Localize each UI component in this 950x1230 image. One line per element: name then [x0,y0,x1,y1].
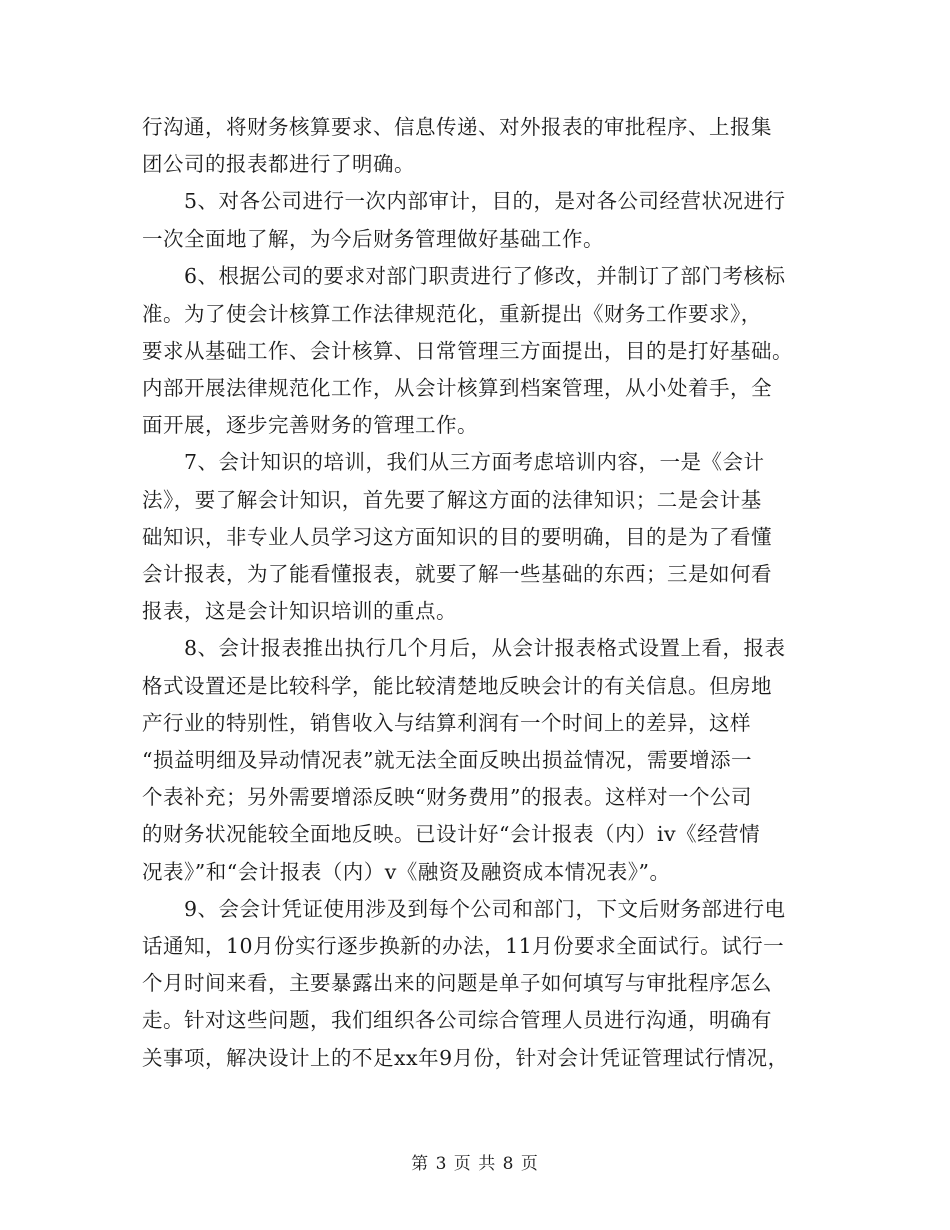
text-line: 内部开展法律规范化工作，从会计核算到档案管理，从小处着手，全 [142,376,772,400]
text-line: 的财务状况能较全面地反映。已设计好“会计报表（内）iv《经营情 [142,822,761,846]
text-line: 础知识，非专业人员学习这方面知识的目的要明确，目的是为了看懂 [142,525,772,549]
text-line: 9、会会计凭证使用涉及到每个公司和部门，下文后财务部进行电 [142,897,786,921]
text-line: 法》，要了解会计知识，首先要了解这方面的法律知识；二是会计基 [142,488,762,512]
text-line: 产行业的特别性，销售收入与结算利润有一个时间上的差异，这样 [142,711,751,735]
text-line: 8、会计报表推出执行几个月后，从会计报表格式设置上看，报表 [142,636,786,660]
text-line: 7、会计知识的培训，我们从三方面考虑培训内容，一是《会计 [142,450,765,474]
text-line: 报表，这是会计知识培训的重点。 [142,599,457,623]
text-line: 会计报表，为了能看懂报表，就要了解一些基础的东西；三是如何看 [142,562,772,586]
text-line: 6、根据公司的要求对部门职责进行了修改，并制订了部门考核标 [142,264,786,288]
text-line: “损益明细及异动情况表”就无法全面反映出损益情况，需要增添一 [142,748,752,772]
text-line: 况表》”和“会计报表（内）v《融资及融资成本情况表》”。 [142,860,671,884]
text-line: 行沟通，将财务核算要求、信息传递、对外报表的审批程序、上报集 [142,115,772,139]
text-line: 要求从基础工作、会计核算、日常管理三方面提出，目的是打好基础。 [142,339,793,363]
text-line: 个表补充；另外需要增添反映“财务费用”的报表。这样对一个公司 [142,785,752,809]
page-number-footer: 第 3 页 共 8 页 [411,1154,539,1174]
text-line: 话通知，10月份实行逐步换新的办法，11月份要求全面试行。试行一 [142,934,785,958]
text-line: 团公司的报表都进行了明确。 [142,152,415,176]
text-line: 个月时间来看，主要暴露出来的问题是单子如何填写与审批程序怎么 [142,971,772,995]
text-line: 一次全面地了解，为今后财务管理做好基础工作。 [142,227,604,251]
text-line: 面开展，逐步完善财务的管理工作。 [142,413,478,437]
text-line: 走。针对这些问题，我们组织各公司综合管理人员进行沟通，明确有 [142,1008,772,1032]
text-line: 准。为了使会计核算工作法律规范化，重新提出《财务工作要求》， [142,302,762,326]
text-line: 5、对各公司进行一次内部审计，目的，是对各公司经营状况进行 [142,189,786,213]
text-line: 关事项，解决设计上的不足xx年9月份，针对会计凭证管理试行情况， [142,1046,789,1070]
text-line: 格式设置还是比较科学，能比较清楚地反映会计的有关信息。但房地 [142,674,772,698]
